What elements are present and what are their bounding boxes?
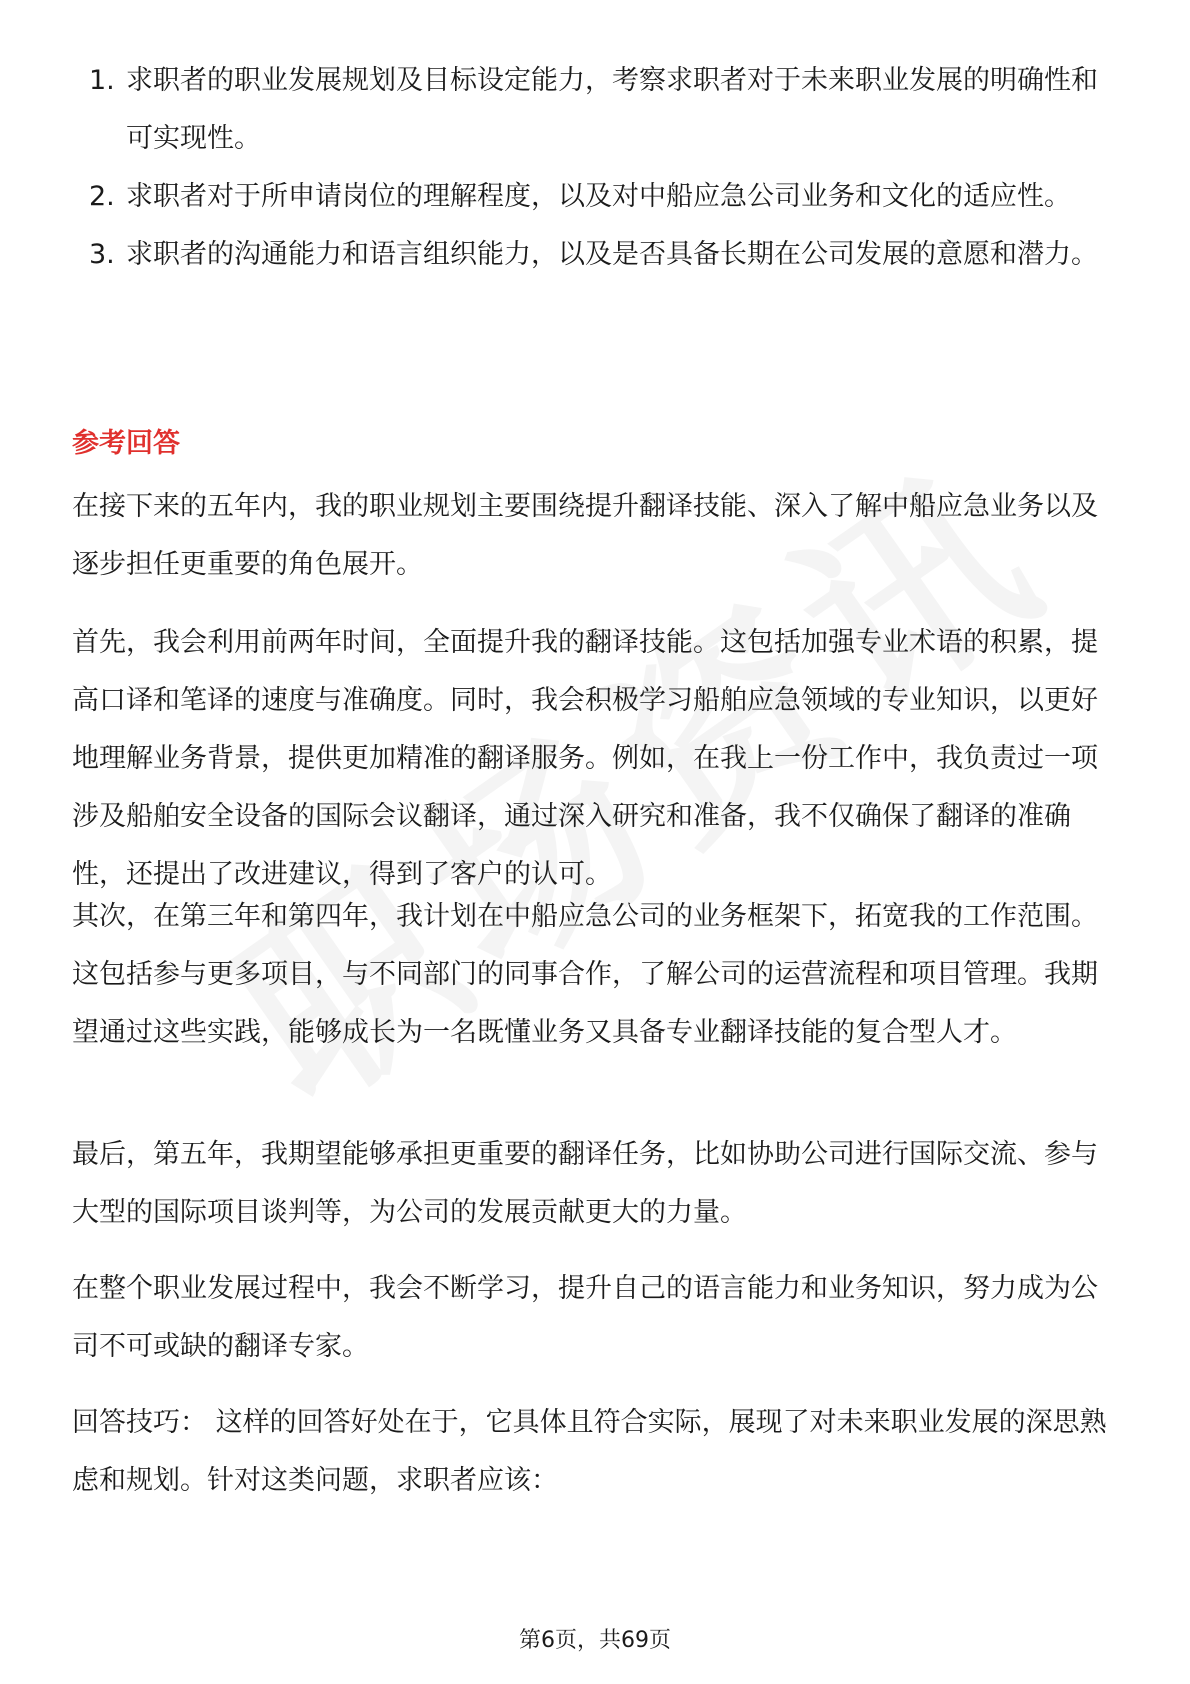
page-number: 第6页，共69页 xyxy=(519,1628,671,1653)
list-item-text: 求职者的职业发展规划及目标设定能力，考察求职者对于未来职业发展的明确性和可实现性。 xyxy=(126,65,1098,154)
paragraph-tips: 回答技巧： 这样的回答好处在于，它具体且符合实际，展现了对未来职业发展的深思熟虑和规划。针对这类问题，求职者应该： xyxy=(72,1407,1107,1496)
paragraph-last: 最后，第五年，我期望能够承担更重要的翻译任务，比如协助公司进行国际交流、参与大型的国际项目谈判等，为公司的发展贡献更大的力量。 xyxy=(72,1139,1098,1228)
paragraph-overall: 在整个职业发展过程中，我会不断学习，提升自己的语言能力和业务知识，努力成为公司不可或缺的翻译专家。 xyxy=(72,1273,1098,1362)
paragraph-intro: 在接下来的五年内，我的职业规划主要围绕提升翻译技能、深入了解中船应急业务以及逐步担任更重要的角色展开。 xyxy=(72,491,1098,580)
list-number: 2. xyxy=(89,181,115,212)
list-item-text: 求职者的沟通能力和语言组织能力，以及是否具备长期在公司发展的意愿和潜力。 xyxy=(126,239,1098,270)
paragraph-first: 首先，我会利用前两年时间，全面提升我的翻译技能。这包括加强专业术语的积累，提高口译和笔译的速度与准确度。同时，我会积极学习船舶应急领域的专业知识，以更好地理解业务背景，提供更加精准的翻译服务。例如，在我上一份工作中，我负责过一项涉及船舶安全设备的国际会议翻译，通过深入研究和准备，我不仅确保了翻译的准确性，还提出了改进建议，得到了客户的认可。 xyxy=(72,627,1098,890)
list-item xyxy=(72,52,1122,168)
section-heading: 参考回答 xyxy=(72,428,180,459)
list-item xyxy=(72,168,1122,226)
list-number: 3. xyxy=(89,239,115,270)
paragraph-second: 其次，在第三年和第四年，我计划在中船应急公司的业务框架下，拓宽我的工作范围。这包括参与更多项目，与不同部门的同事合作，了解公司的运营流程和项目管理。我期望通过这些实践，能够成长为一名既懂业务又具备专业翻译技能的复合型人才。 xyxy=(72,901,1098,1048)
list-number: 1. xyxy=(89,65,115,96)
evaluation-points-list xyxy=(72,52,1122,284)
list-item xyxy=(72,226,1122,284)
list-item-text: 求职者对于所申请岗位的理解程度，以及对中船应急公司业务和文化的适应性。 xyxy=(126,181,1071,212)
